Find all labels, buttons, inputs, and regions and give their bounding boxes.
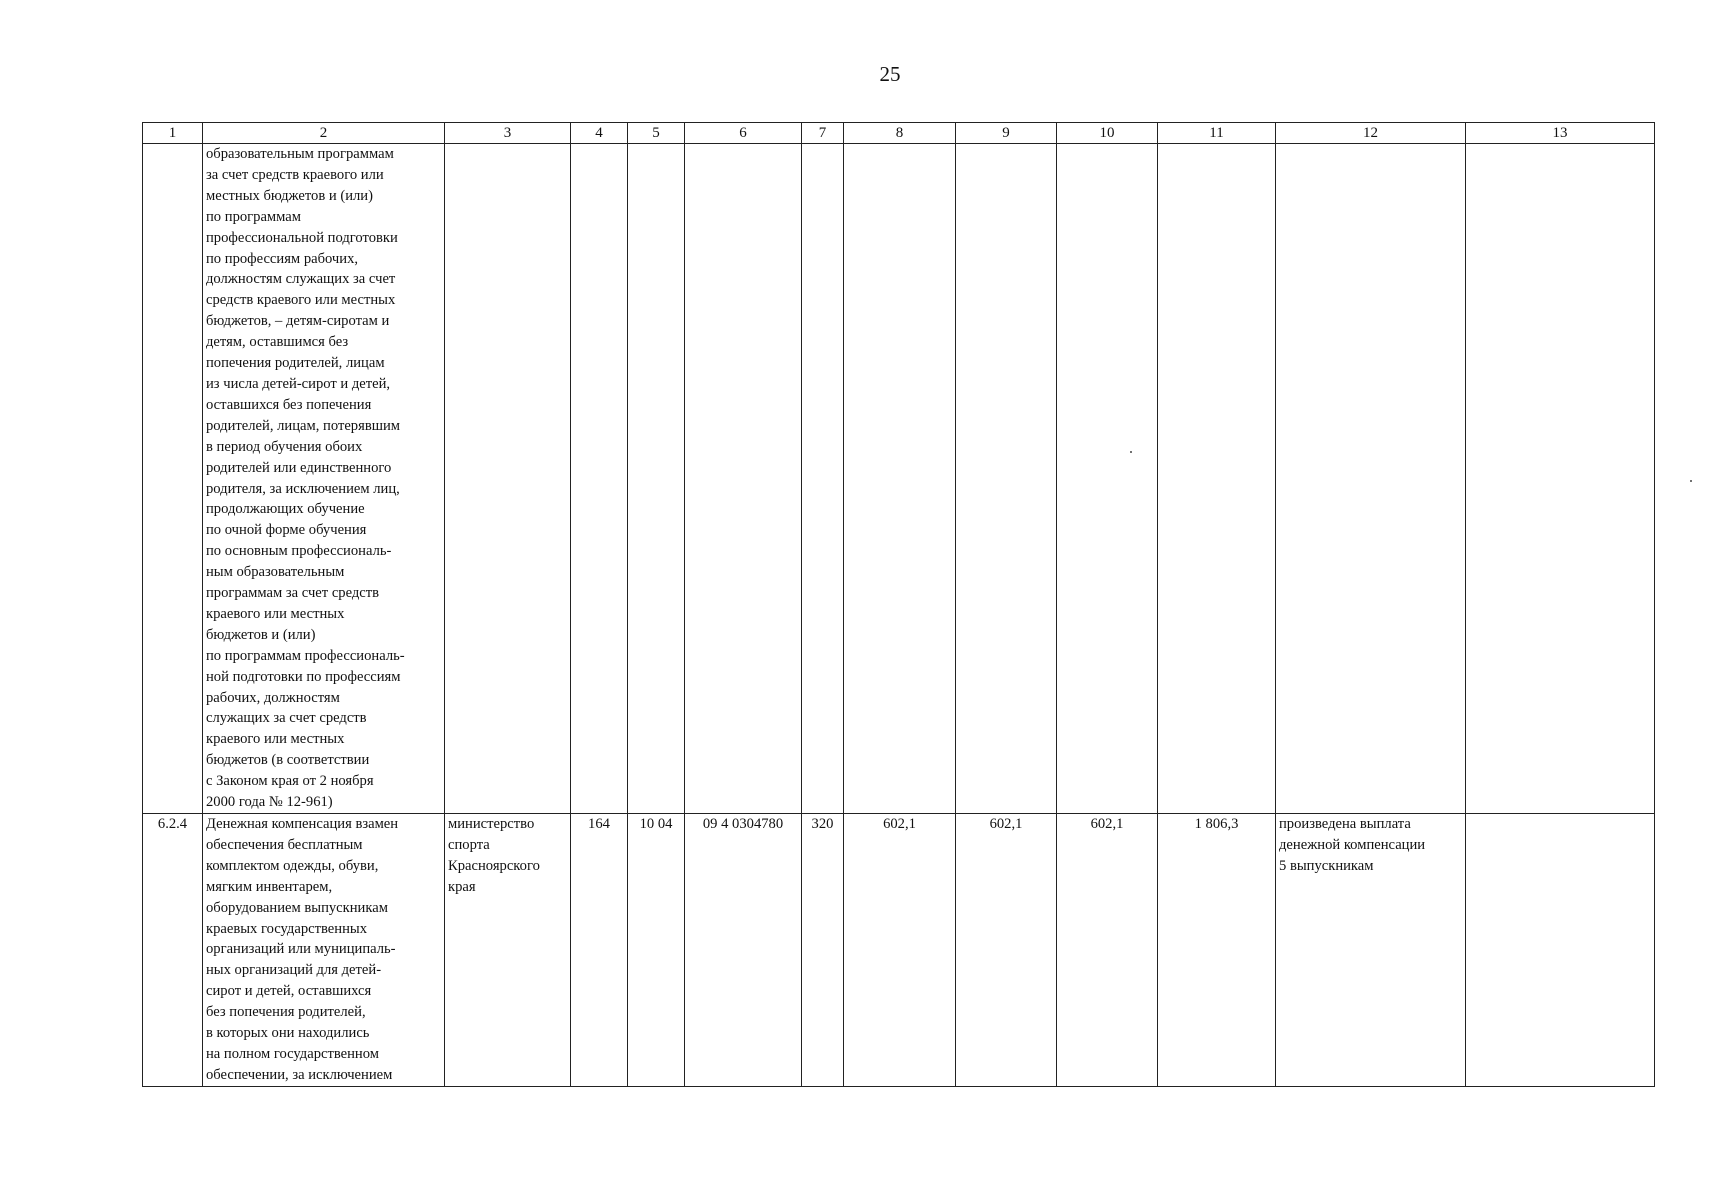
result-cell [1276,144,1466,814]
note-cell [1466,144,1655,814]
total-cell: 1 806,3 [1158,814,1276,1087]
section-cell: 10 04 [628,814,685,1087]
column-header: 6 [685,123,802,144]
column-header: 10 [1057,123,1158,144]
expense-type-cell: 320 [802,814,844,1087]
description-cell: Денежная компенсация взамен обеспечения бесплатным комплектом одежды, обуви, мягким инвентарем, оборудованием выпускникам краевых государственных организаций или муниципаль- ных организаций для детей- сирот и детей, оставшихся без попечения родителей, в которых они находились на полном государственном обеспечении, за исключением [203,814,445,1087]
amount-cell: 602,1 [844,814,956,1087]
expense-type-cell [802,144,844,814]
table-row [143,144,1655,814]
column-header: 5 [628,123,685,144]
responsible-cell: министерство спорта Красноярского края [445,814,571,1087]
column-header: 4 [571,123,628,144]
amount-cell: 602,1 [1057,814,1158,1087]
column-header: 3 [445,123,571,144]
target-code-cell [685,144,802,814]
amount-cell [1057,144,1158,814]
column-header: 2 [203,123,445,144]
code-cell [571,144,628,814]
row-number-cell [143,144,203,814]
column-header: 1 [143,123,203,144]
column-header: 13 [1466,123,1655,144]
column-header: 8 [844,123,956,144]
column-header: 7 [802,123,844,144]
table-row [143,814,1655,1087]
column-header: 9 [956,123,1057,144]
responsible-cell [445,144,571,814]
page-number: 25 [879,62,901,86]
scan-speck [1130,451,1132,453]
column-number-row [143,123,1655,144]
report-table [142,122,1655,1087]
section-cell [628,144,685,814]
result-cell: произведена выплата денежной компенсации 5 выпускникам [1276,814,1466,1087]
code-cell: 164 [571,814,628,1087]
column-header: 12 [1276,123,1466,144]
amount-cell [956,144,1057,814]
total-cell [1158,144,1276,814]
scan-speck [1690,480,1692,482]
row-number-cell: 6.2.4 [143,814,203,1087]
note-cell [1466,814,1655,1087]
amount-cell [844,144,956,814]
description-cell: образовательным программам за счет средств краевого или местных бюджетов и (или) по программам профессиональной подготовки по профессиям рабочих, должностям служащих за счет средств краевого или местных бюджетов, – детям-сиротам и детям, оставшимся без попечения родителей, лицам из числа детей-сирот и детей, оставшихся без попечения родителей, лицам, потерявшим в период обучения обоих родителей или единственного родителя, за исключением лиц, продолжающих обучение по очной форме обучения по основным профессиональ- ным образовательным программам за счет средств краевого или местных бюджетов и (или) по программам профессиональ- ной подготовки по профессиям рабочих, должностям служащих за счет средств краевого или местных бюджетов (в соответствии с Законом края от 2 ноября 2000 года № 12-961) [203,144,445,814]
target-code-cell: 09 4 0304780 [685,814,802,1087]
column-header: 11 [1158,123,1276,144]
amount-cell: 602,1 [956,814,1057,1087]
